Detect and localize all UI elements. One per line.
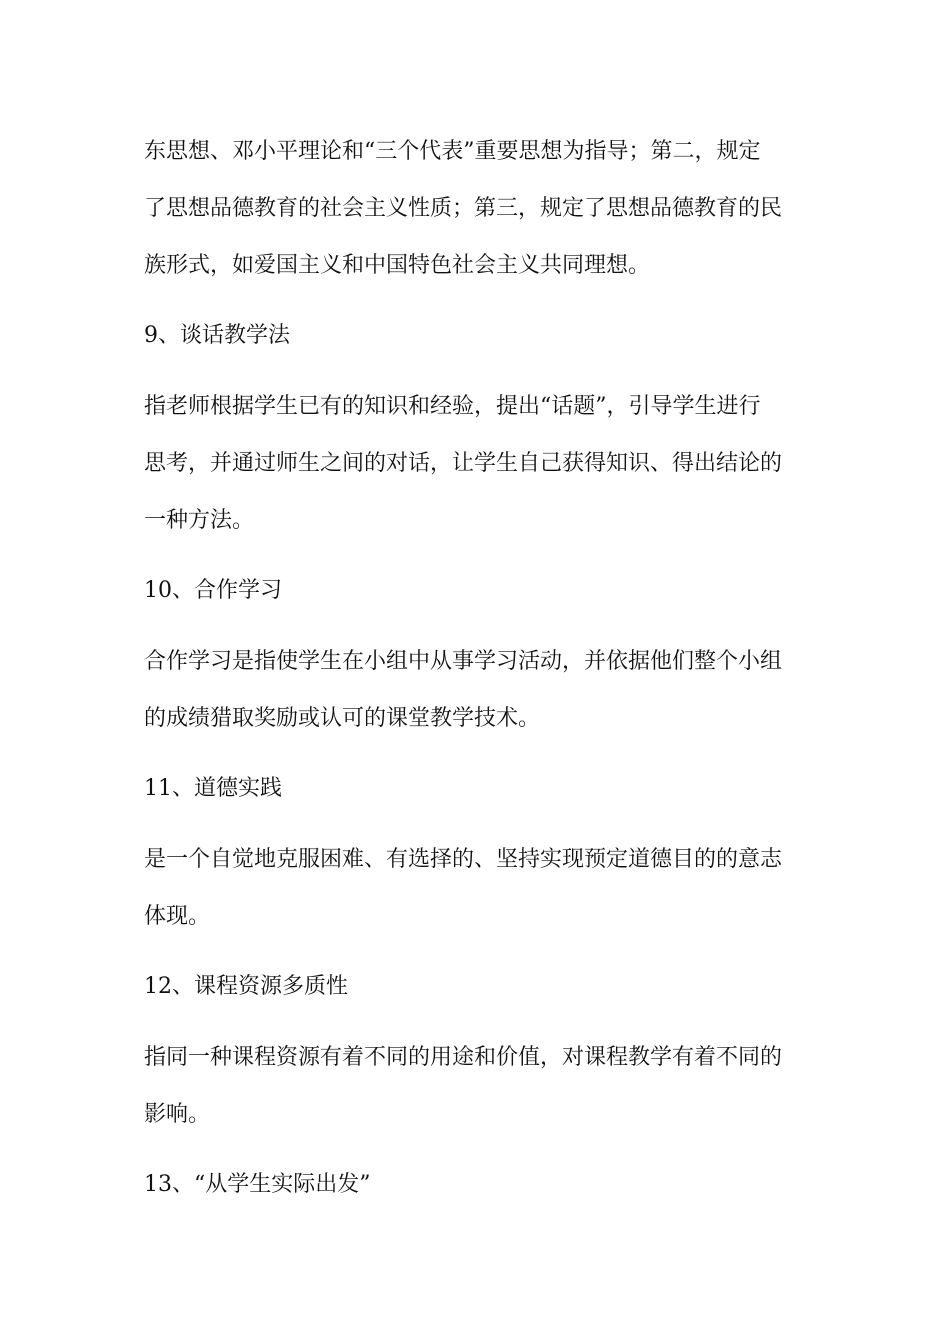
section-heading: 11、道德实践 [144,776,282,801]
paragraph-line: 指老师根据学生已有的知识和经验，提出“话题”，引导学生进行 [144,394,761,419]
paragraph-line: 思考，并通过师生之间的对话，让学生自己获得知识、得出结论的 [144,451,783,476]
paragraph-line: 族形式，如爱国主义和中国特色社会主义共同理想。 [144,253,651,278]
paragraph-line: 体现。 [144,904,211,929]
section-heading: 10、合作学习 [144,578,282,603]
section-heading: 13、“从学生实际出发” [144,1172,371,1197]
paragraph-line: 一种方法。 [144,508,255,533]
paragraph-line: 合作学习是指使学生在小组中从事学习活动，并依据他们整个小组 [144,649,783,674]
paragraph-line: 影响。 [144,1102,211,1127]
paragraph-line: 了思想品德教育的社会主义性质；第三，规定了思想品德教育的民 [144,196,783,221]
section-heading: 9、谈话教学法 [144,323,290,348]
paragraph-line: 指同一种课程资源有着不同的用途和价值，对课程教学有着不同的 [144,1045,783,1070]
paragraph-line: 是一个自觉地克服困难、有选择的、坚持实现预定道德目的的意志 [144,847,783,872]
paragraph-line: 东思想、邓小平理论和“三个代表”重要思想为指导；第二，规定 [144,139,761,164]
paragraph-line: 的成绩猎取奖励或认可的课堂教学技术。 [144,706,541,731]
section-heading: 12、课程资源多质性 [144,974,348,999]
